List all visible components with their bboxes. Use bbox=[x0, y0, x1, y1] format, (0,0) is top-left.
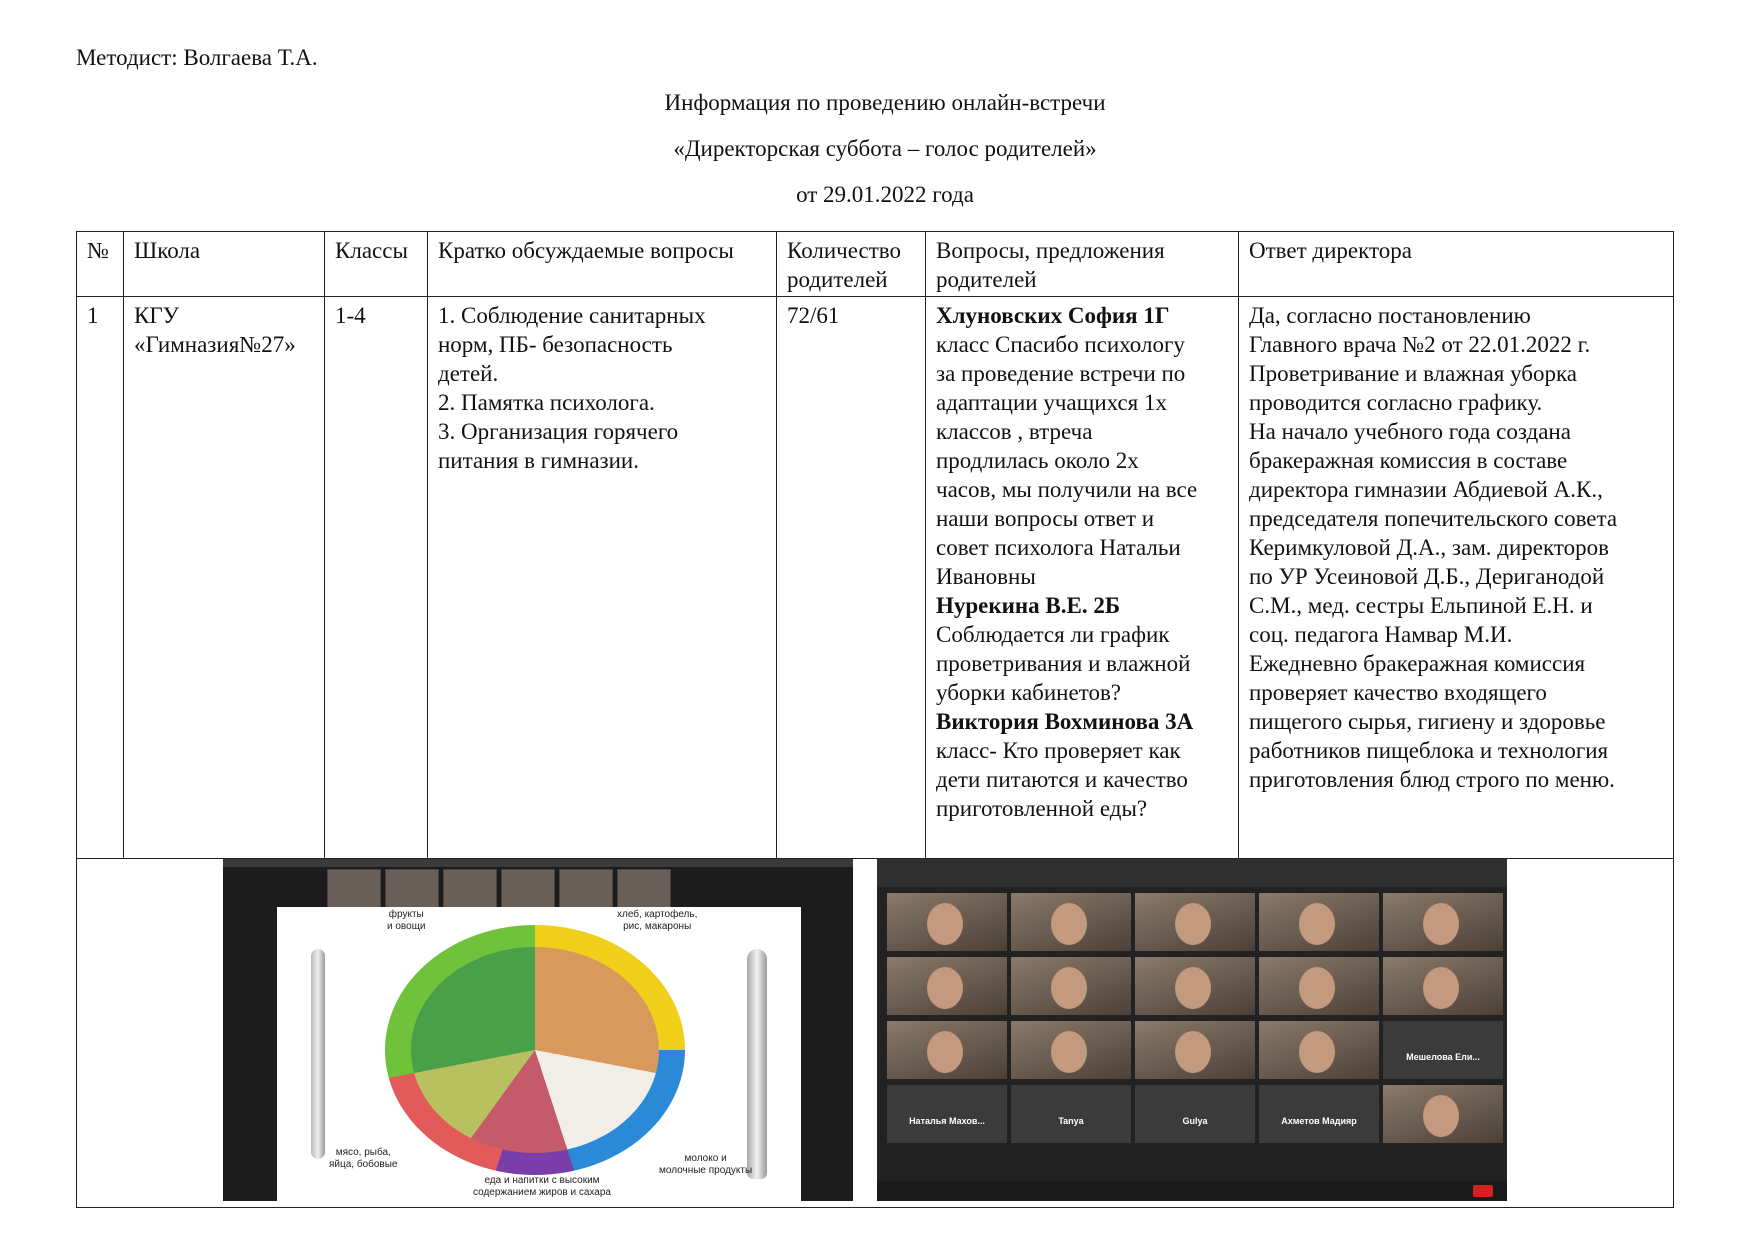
header-questions: Вопросы, предложения родителей bbox=[926, 232, 1239, 297]
participant-tile bbox=[1259, 893, 1379, 951]
report-table bbox=[76, 231, 1674, 1208]
shared-slide bbox=[277, 907, 801, 1201]
participant-tile bbox=[1135, 1021, 1255, 1079]
document-title-line-2: «Директорская суббота – голос родителей» bbox=[673, 136, 1097, 161]
screenshot-video-call-gallery bbox=[877, 859, 1507, 1201]
cell-num: 1 bbox=[77, 297, 124, 859]
participant-thumbnails bbox=[327, 869, 671, 909]
participant-name: Мешелова Ели... bbox=[1406, 1052, 1480, 1062]
screenshot-nutrition-slide bbox=[223, 859, 853, 1201]
cell-questions: Хлуновских София 1Г класс Спасибо психологу за проведение встречи по адаптации учащихся 1х классов , втреча продлилась около 2х часов, мы получили на все наши вопросы ответ и совет психолога Натальи Ивановны Нурекина В.Е. 2Б Соблюдается ли график проветривания и влажной уборки кабинетов? Виктория Вохминова 3А класс- Кто проверяет как дети питаются и качество приготовленной еды? bbox=[926, 297, 1239, 859]
cell-parents: 72/61 bbox=[777, 297, 926, 859]
participant-tile bbox=[1011, 1085, 1131, 1143]
header-classes: Классы bbox=[325, 232, 428, 297]
participant-name: Gulya bbox=[1182, 1116, 1208, 1126]
header-topics: Кратко обсуждаемые вопросы bbox=[428, 232, 777, 297]
participant-tile bbox=[887, 893, 1007, 951]
participant-thumbnail bbox=[385, 869, 439, 909]
parent-name: Хлуновских София 1Г bbox=[936, 303, 1170, 328]
table-header-row bbox=[77, 232, 1674, 297]
knife-icon bbox=[747, 949, 767, 1179]
participant-tile bbox=[887, 1021, 1007, 1079]
participant-tile bbox=[1135, 957, 1255, 1015]
label-bread: хлеб, картофель, рис, макароны bbox=[617, 909, 698, 932]
methodist-line: Методист: Волгаева Т.А. bbox=[76, 45, 318, 70]
header-answer: Ответ директора bbox=[1239, 232, 1674, 297]
participant-tile bbox=[887, 1085, 1007, 1143]
participant-thumbnail bbox=[559, 869, 613, 909]
participant-tile bbox=[1383, 1021, 1503, 1079]
header-school: Школа bbox=[124, 232, 325, 297]
video-call-title-bar bbox=[877, 859, 1507, 887]
participant-tile bbox=[1135, 1085, 1255, 1143]
photo-row bbox=[77, 859, 1674, 1208]
participant-tile bbox=[1011, 893, 1131, 951]
food-plate-illustration bbox=[385, 925, 685, 1175]
fork-icon bbox=[311, 949, 325, 1159]
participant-tile bbox=[1383, 957, 1503, 1015]
participant-tile bbox=[887, 957, 1007, 1015]
participant-tile bbox=[1383, 1085, 1503, 1143]
label-fat-sugar: еда и напитки с высоким содержанием жиров и сахара bbox=[473, 1175, 611, 1198]
participant-tile bbox=[1259, 957, 1379, 1015]
video-call-title-bar bbox=[223, 859, 853, 867]
end-call-button bbox=[1473, 1185, 1493, 1197]
document-title-line-1: Информация по проведению онлайн-встречи bbox=[664, 90, 1106, 115]
participant-tile bbox=[1011, 1021, 1131, 1079]
table-row bbox=[77, 297, 1674, 859]
participant-grid bbox=[887, 893, 1503, 1201]
participant-tile bbox=[1011, 957, 1131, 1015]
participant-thumbnail bbox=[617, 869, 671, 909]
cell-school: КГУ «Гимназия№27» bbox=[124, 297, 325, 859]
label-fruits: фрукты и овощи bbox=[387, 909, 426, 932]
participant-thumbnail bbox=[443, 869, 497, 909]
participant-name: Tanya bbox=[1058, 1116, 1084, 1126]
participant-tile bbox=[1135, 893, 1255, 951]
parent-name: Нурекина В.Е. 2Б bbox=[936, 593, 1121, 618]
participant-thumbnail bbox=[501, 869, 555, 909]
participant-tile bbox=[1383, 893, 1503, 951]
participant-thumbnail bbox=[327, 869, 381, 909]
document-date-line: от 29.01.2022 года bbox=[796, 182, 974, 207]
participant-name: Наталья Махов... bbox=[909, 1116, 985, 1126]
header-num: № bbox=[77, 232, 124, 297]
header-parents: Количество родителей bbox=[777, 232, 926, 297]
parent-name: Виктория Вохминова 3А bbox=[936, 709, 1194, 734]
cell-answer: Да, согласно постановлению Главного врача №2 от 22.01.2022 г. Проветривание и влажная уборка проводится согласно графику. На начало учебного года создана бракеражная комиссия в составе директора гимназии Абдиевой А.К., председателя попечительского совета Керимкуловой Д.А., зам. директоров по УР Усеиновой Д.Б., Дериганодой С.М., мед. сестры Ельпиной Е.Н. и соц. педагога Намвар М.И. Ежедневно бракеражная комиссия проверяет качество входящего пищегого сырья, гигиену и здоровье работников пищеблока и технология приготовления блюд строго по меню. bbox=[1239, 297, 1674, 859]
participant-name: Ахметов Мадияр bbox=[1281, 1116, 1357, 1126]
participant-tile bbox=[1259, 1021, 1379, 1079]
label-milk: молоко и молочные продукты bbox=[659, 1153, 753, 1176]
label-meat: мясо, рыба, яйца, бобовые bbox=[329, 1147, 398, 1170]
cell-topics: 1. Соблюдение санитарных норм, ПБ- безопасность детей. 2. Памятка психолога. 3. Организация горячего питания в гимназии. bbox=[428, 297, 777, 859]
video-call-toolbar bbox=[877, 1181, 1507, 1201]
cell-classes: 1-4 bbox=[325, 297, 428, 859]
photo-cell bbox=[77, 859, 1674, 1208]
participant-tile bbox=[1259, 1085, 1379, 1143]
